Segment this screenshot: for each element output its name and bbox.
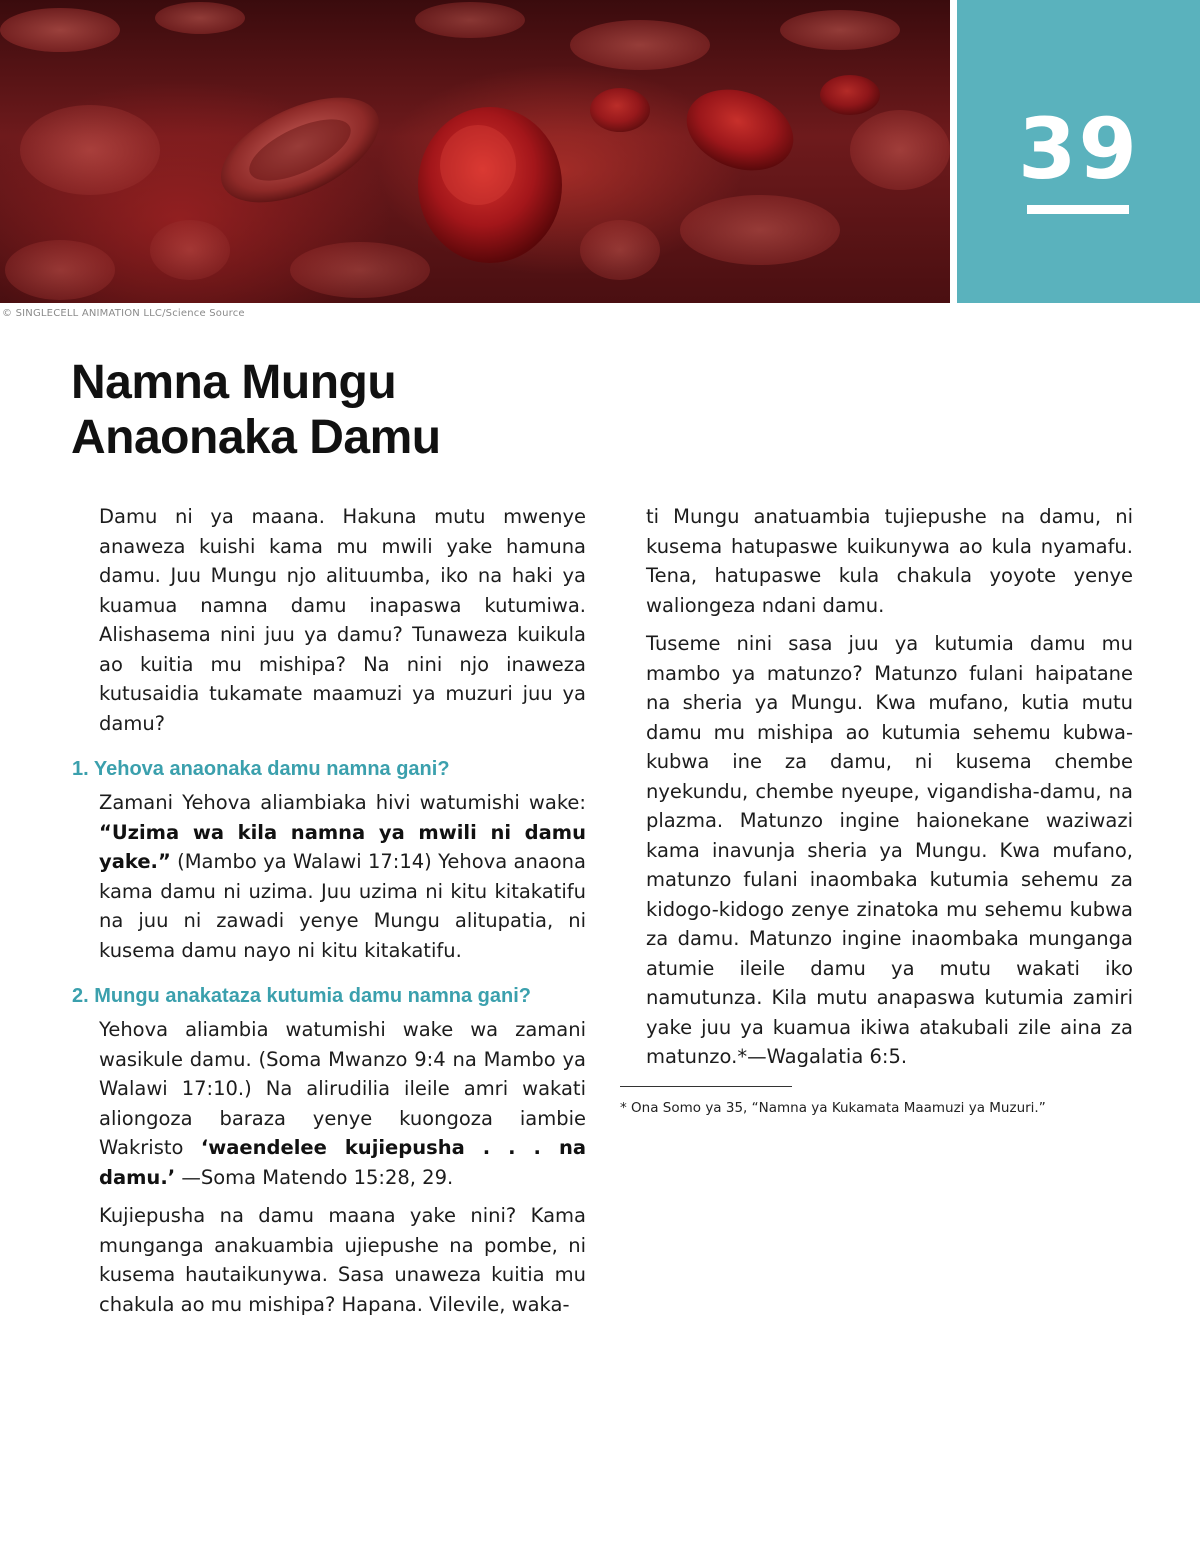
question-1-paragraph (72, 788, 586, 965)
question-1-heading: 1. Yehova anaonaka damu namna gani? (72, 758, 450, 780)
q2-scripture-quote: ‘waendelee kujiepusha . . . na damu.’ (99, 1136, 586, 1189)
chapter-number-box (957, 0, 1200, 303)
chapter-underline (1027, 205, 1129, 214)
q1-scripture-quote: “Uzima wa kila namna ya mwili ni damu yake.” (99, 820, 586, 873)
hero-image (0, 0, 950, 303)
page-title-line-2: Anaonaka Damu (71, 411, 441, 464)
question-2-heading: 2. Mungu anakataza kutumia damu namna gani? (72, 985, 531, 1007)
page-title-line-1: Namna Mungu (71, 356, 397, 409)
q1-text-after: (Mambo ya Walawi 17:14) Yehova anaona kama damu ni uzima. Juu uzima ni kitu kitakatifu na juu ni zawadi yenye Mungu alitupatia, ni kusema damu nayo ni kitu kitakatifu. (99, 850, 586, 962)
right-column (620, 502, 1133, 1117)
question-2-paragraph-3: Tuseme nini sasa juu ya kutumia damu mu mambo ya matunzo? Matunzo fulani haipatane na sheria ya Mungu. Kwa mufano, kutia mutu damu mu mishipa ao kutumia sehemu kubwa-kubwa ine za damu, ni kusema chembe nyekundu, chembe nyeupe, vigandisha-damu, na plazma. Matunzo ingine haionekane waziwazi kama inavunja sheria ya Mungu. Kwa mufano, matunzo fulani inaombaka kutumia sehemu za kidogo-kidogo zenye zinatoka mu sehemu kubwa za damu. Matunzo ingine inaombaka munganga atumie ileile damu ya mutu wakati iko namutunza. Kila mutu anapaswa kutumia zamiri yake juu ya kuamua ikiwa atakubali zile aina za matunzo.*—Wagalatia 6:5. (646, 632, 1133, 1068)
question-2-paragraph-2: Kujiepusha na damu maana yake nini? Kama munganga anakuambia ujiepushe na pombe, ni kusema hautaikunywa. Sasa unaweza kuitia mu chakula ao mu mishipa? Hapana. Vilevile, waka- (99, 1204, 586, 1316)
question-2-paragraph-1 (72, 1015, 586, 1192)
left-column (72, 502, 586, 1328)
red-blood-cells-illustration (0, 0, 950, 303)
page-title (71, 355, 591, 465)
intro-paragraph: Damu ni ya maana. Hakuna mutu mwenye anaweza kuishi kama mu mwili yake hamuna damu. Juu Mungu njo alituumba, iko na haki ya kuamua namna damu inapaswa kutumiwa. Alishasema nini juu ya damu? Tunaweza kuikula ao kuitia mu mishipa? Na nini njo inaweza kutusaidia tukamate maamuzi ya muzuri juu ya damu? (99, 505, 586, 735)
image-credit: © SINGLECELL ANIMATION LLC/Science Source (2, 308, 245, 319)
footnote-divider (620, 1086, 792, 1087)
question-2-paragraph-2-continued: ti Mungu anatuambia tujiepushe na damu, ni kusema hatupaswe kuikunywa ao kula nyamafu. Tena, hatupaswe kula chakula yoyote yenye waliongeza ndani damu. (646, 505, 1133, 617)
q1-text-before: Zamani Yehova aliambiaka hivi watumishi wake: (99, 791, 586, 814)
q2-text-before: Yehova aliambia watumishi wake wa zamani wasikule damu. (Soma Mwanzo 9:4 na Mambo ya Walawi 17:10.) Na alirudilia ileile amri wakati aliongoza baraza yenye kuongoza iambie Wakristo (99, 1018, 586, 1159)
chapter-number: 39 (1018, 100, 1139, 198)
q2-text-after: —Soma Matendo 15:28, 29. (175, 1165, 454, 1189)
footnote: * Ona Somo ya 35, “Namna ya Kukamata Maamuzi ya Muzuri.” (620, 1099, 1046, 1116)
